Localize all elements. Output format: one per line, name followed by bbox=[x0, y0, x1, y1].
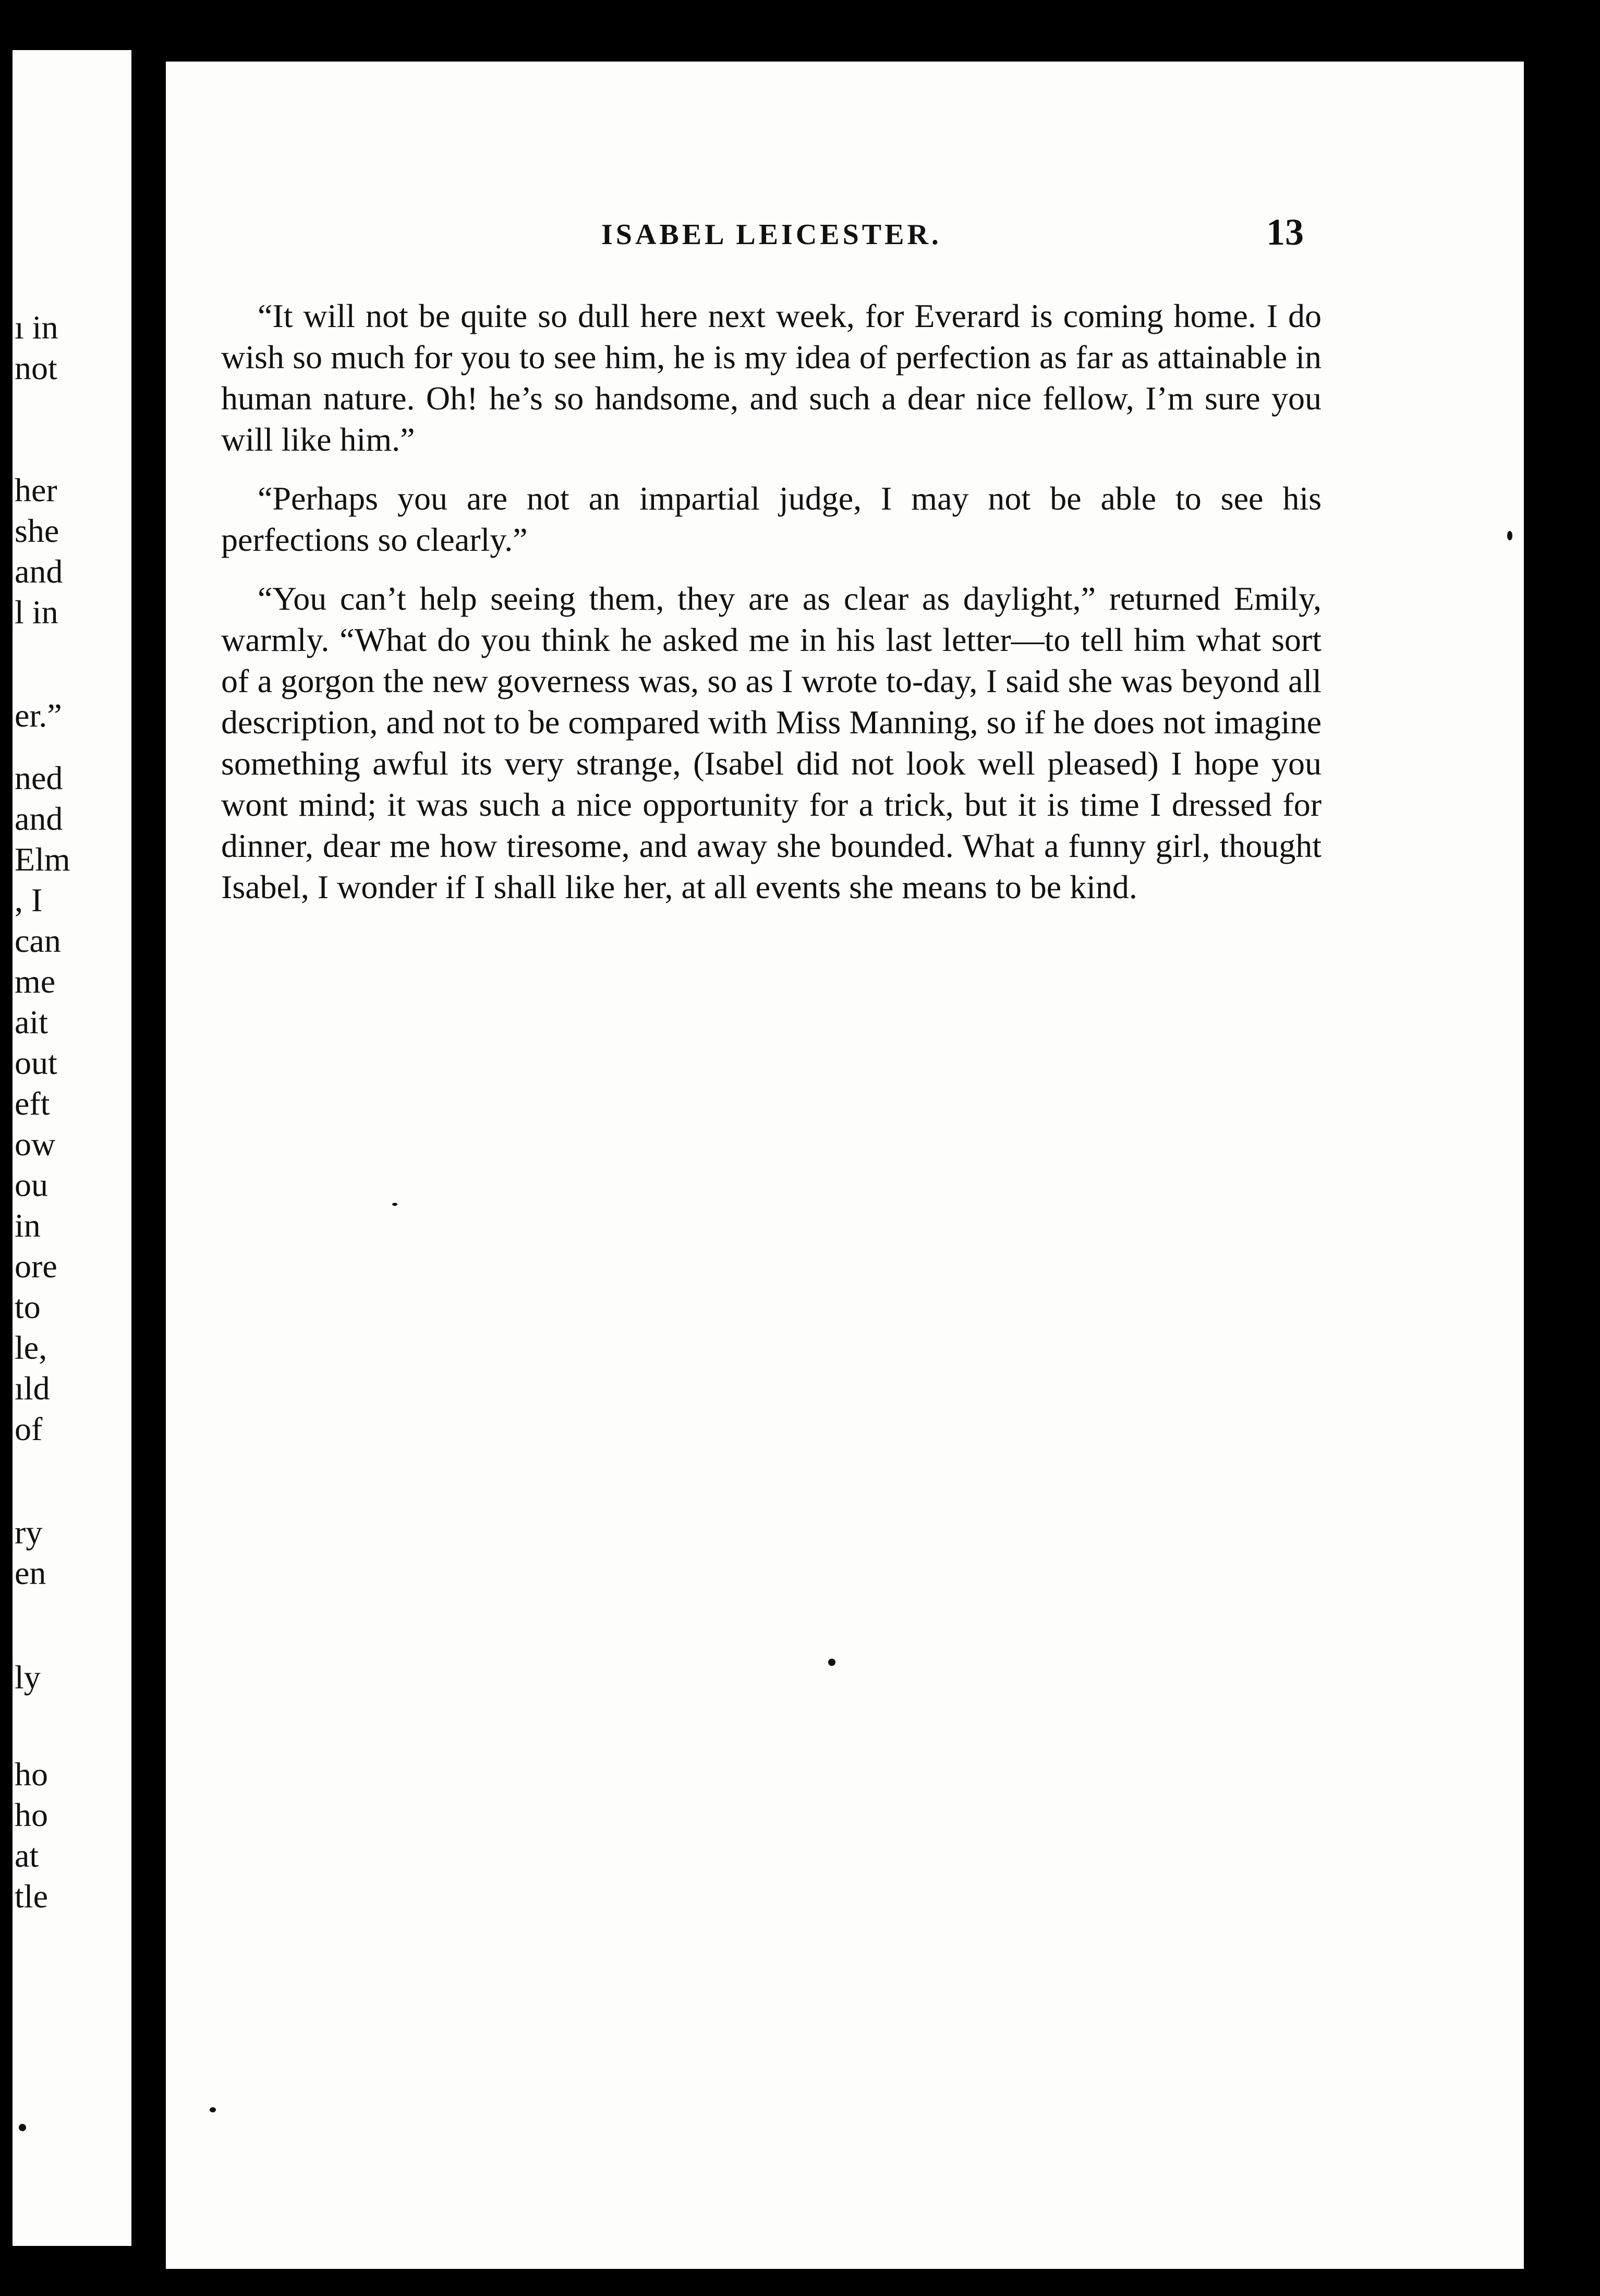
running-header bbox=[166, 211, 1524, 256]
running-title: ISABEL LEICESTER. bbox=[601, 219, 942, 251]
left-page-fragment: er.” bbox=[15, 697, 62, 734]
body-text bbox=[221, 295, 1322, 925]
left-page-fragment: le, bbox=[15, 1329, 47, 1366]
left-page-fragment: ı in bbox=[15, 309, 58, 346]
page-number: 13 bbox=[1266, 211, 1304, 253]
paragraph: “It will not be quite so dull here next week, for Everard is coming home. I do wish so much for you to see him, he is my idea of perfection as far as attainable in human nature. Oh! he’s so handsome, and such a dear nice fellow, I’m sure you will like him.” bbox=[221, 297, 1322, 458]
left-page-fragment: en bbox=[15, 1554, 46, 1591]
left-page-fragment: tle bbox=[15, 1878, 48, 1915]
previous-page-edge bbox=[13, 50, 131, 2246]
left-page-fragment: ry bbox=[15, 1514, 43, 1551]
left-page-fragment: ore bbox=[15, 1248, 57, 1285]
left-page-fragment: not bbox=[15, 349, 57, 386]
left-page-fragment: can bbox=[15, 922, 61, 959]
left-page-fragment: Elm bbox=[15, 841, 70, 878]
left-page-fragment: ly bbox=[15, 1659, 41, 1696]
left-page-fragment: she bbox=[15, 512, 59, 549]
left-page-fragment: ho bbox=[15, 1756, 48, 1793]
left-page-fragment: ho bbox=[15, 1796, 48, 1833]
left-page-fragment: ait bbox=[15, 1004, 48, 1041]
ink-speck bbox=[392, 1203, 397, 1206]
left-page-fragment: ow bbox=[15, 1126, 56, 1163]
left-page-fragment: and bbox=[15, 800, 63, 837]
left-page-fragment: ou bbox=[15, 1166, 48, 1203]
left-page-fragment: , I bbox=[15, 881, 43, 919]
paragraph: “Perhaps you are not an impartial judge, I may not be able to see his perfections so clearly.” bbox=[221, 480, 1322, 558]
ink-speck bbox=[828, 1659, 835, 1666]
left-page-fragment: and bbox=[15, 553, 63, 590]
left-page-fragment: eft bbox=[15, 1085, 50, 1122]
left-page-fragment: to bbox=[15, 1288, 41, 1325]
ink-speck bbox=[1507, 531, 1512, 540]
left-page-fragment: ned bbox=[15, 759, 63, 796]
ink-speck bbox=[210, 2107, 216, 2112]
left-page-fragment: her bbox=[15, 472, 57, 509]
ink-speck bbox=[19, 2124, 26, 2131]
left-page-fragment: ıld bbox=[15, 1370, 50, 1407]
left-page-fragment: me bbox=[15, 963, 56, 1000]
left-page-fragment: in bbox=[15, 1207, 41, 1244]
paragraph: “You can’t help seeing them, they are as clear as daylight,” returned Emily, warmly. “What do you think he asked me in his last letter—to tell him what sort of a gorgon the new governess was, so as I wrote to-day, I said she was beyond all description, and not to be compared with Miss Manning, so if he does not imagine something awful its very strange, (Isabel did not look well pleased) I hope you wont mind; it was such a nice opportunity for a trick, but it is time I dressed for dinner, dear me how tiresome, and away she bounded. What a funny girl, thought Isabel, I wonder if I shall like her, at all events she means to be kind. bbox=[221, 580, 1322, 905]
left-page-fragment: out bbox=[15, 1044, 57, 1081]
book-page bbox=[166, 62, 1524, 2269]
left-page-fragment: l in bbox=[15, 594, 58, 631]
left-page-fragment: at bbox=[15, 1837, 39, 1874]
left-page-fragment: of bbox=[15, 1410, 43, 1447]
